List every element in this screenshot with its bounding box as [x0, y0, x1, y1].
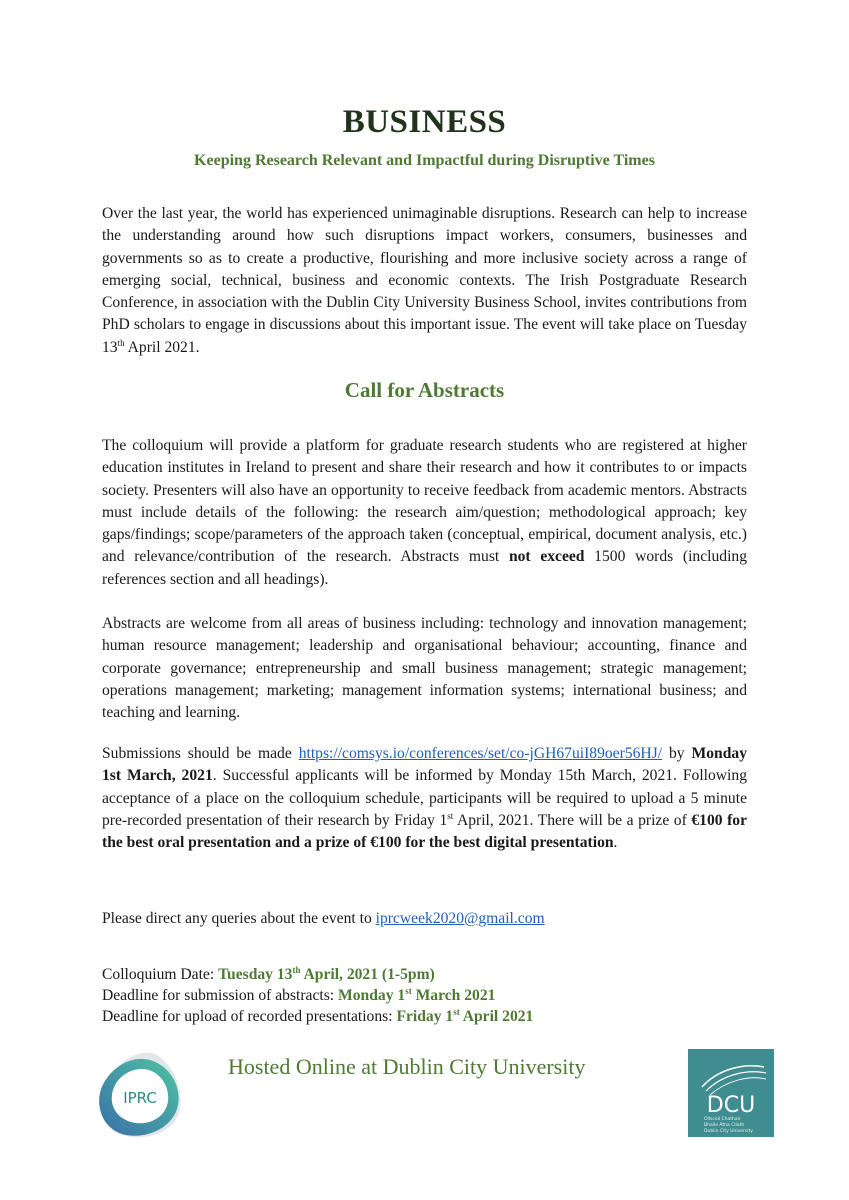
contact-email-link[interactable]: iprcweek2020@gmail.com	[375, 910, 545, 927]
requirements-text: The colloquium will provide a platform for graduate research students who are registered at higher education institutes in Ireland to present and share their research and how it contributes to or impacts society. Presenters will also have an opportunity to receive feedback from academic mentors. Abstracts must include details of the following: the research aim/question; methodological approach; key gaps/findings; scope/parameters of the approach taken (conceptual, empirical, document analysis, etc.) and relevance/contribution of the research. Abstracts must	[102, 437, 747, 566]
submissions-text-middle: . Successful applicants will be informed by Monday 15th March, 2021. Following acceptance of a place on the colloquium schedule, participants will be required to upload a 5 minute pre-recorded presentation of their research by Friday 1	[102, 767, 747, 829]
intro-text: Over the last year, the world has experienced unimaginable disruptions. Research can help to increase the understanding around how such disruptions impact workers, consumers, businesses and governments so as to create a productive, flourishing and more inclusive society across a range of emerging social, technical, business and economic contexts. The Irish Postgraduate Research Conference, in association with the Dublin City University Business School, invites contributions from PhD scholars to engage in discussions about this important issue. The event will take place on Tuesday 13	[102, 205, 747, 356]
prize-details: €100 for the best oral presentation and a prize of €100 for the best digital presentation	[102, 811, 747, 852]
page-subtitle: Keeping Research Relevant and Impactful during Disruptive Times	[194, 152, 655, 169]
hosted-online-text: Hosted Online at Dublin City University	[228, 1054, 586, 1079]
svg-text:IPRC: IPRC	[123, 1089, 157, 1107]
section-heading: Call for Abstracts	[344, 378, 505, 402]
key-date-label: Colloquium Date:	[102, 966, 219, 983]
requirements-paragraph	[102, 435, 747, 591]
submissions-text-by: by	[662, 745, 692, 762]
key-date-upload-deadline	[102, 1006, 533, 1027]
key-date-value: Monday 1st March 2021	[338, 985, 496, 1004]
areas-paragraph: Abstracts are welcome from all areas of business including: technology and innovation management; human resource management; leadership and organisational behaviour; accounting, finance and corporate governance; entrepreneurship and small business management; strategic management; operations management; marketing; management information systems; international business; and teaching and learning.	[102, 615, 747, 722]
dcu-logo-icon	[688, 1049, 774, 1137]
intro-text-end: April 2021.	[124, 338, 200, 356]
key-date-label: Deadline for upload of recorded presentations:	[102, 1008, 397, 1025]
ordinal-suffix: st	[447, 810, 454, 821]
contact-text: Please direct any queries about the event to	[102, 910, 376, 927]
word-limit-emphasis: not exceed	[508, 548, 585, 566]
svg-text:DCU: DCU	[706, 1093, 756, 1118]
ordinal-suffix: th	[117, 337, 125, 348]
submission-link[interactable]: https://comsys.io/conferences/set/co-jGH67uiI89oer56HJ/	[298, 745, 663, 762]
intro-paragraph	[102, 203, 747, 359]
svg-text:Bhaile Átha Cliath: Bhaile Átha Cliath	[704, 1123, 745, 1128]
svg-text:Dublin City University: Dublin City University	[704, 1129, 753, 1134]
key-date-colloquium	[102, 964, 533, 985]
submissions-paragraph	[102, 743, 747, 854]
key-date-label: Deadline for submission of abstracts:	[102, 987, 339, 1004]
key-date-value: Tuesday 13th April, 2021 (1-5pm)	[218, 964, 435, 983]
requirements-text-end: 1500 words (including references section and all headings).	[102, 548, 747, 588]
page-title: BUSINESS	[342, 104, 507, 140]
iprc-logo-icon	[92, 1047, 188, 1143]
key-date-value: Friday 1st April 2021	[396, 1006, 534, 1025]
submission-deadline: Monday 1st March, 2021	[102, 745, 748, 785]
contact-paragraph	[102, 908, 747, 930]
key-date-abstract-deadline	[102, 985, 533, 1006]
svg-text:Ollscoil Chathair: Ollscoil Chathair	[704, 1117, 741, 1122]
submissions-text: Submissions should be made	[102, 745, 299, 762]
submissions-text-end: .	[613, 834, 618, 852]
submissions-text-prize-intro: April, 2021. There will be a prize of	[453, 811, 692, 829]
key-dates	[102, 964, 533, 1027]
